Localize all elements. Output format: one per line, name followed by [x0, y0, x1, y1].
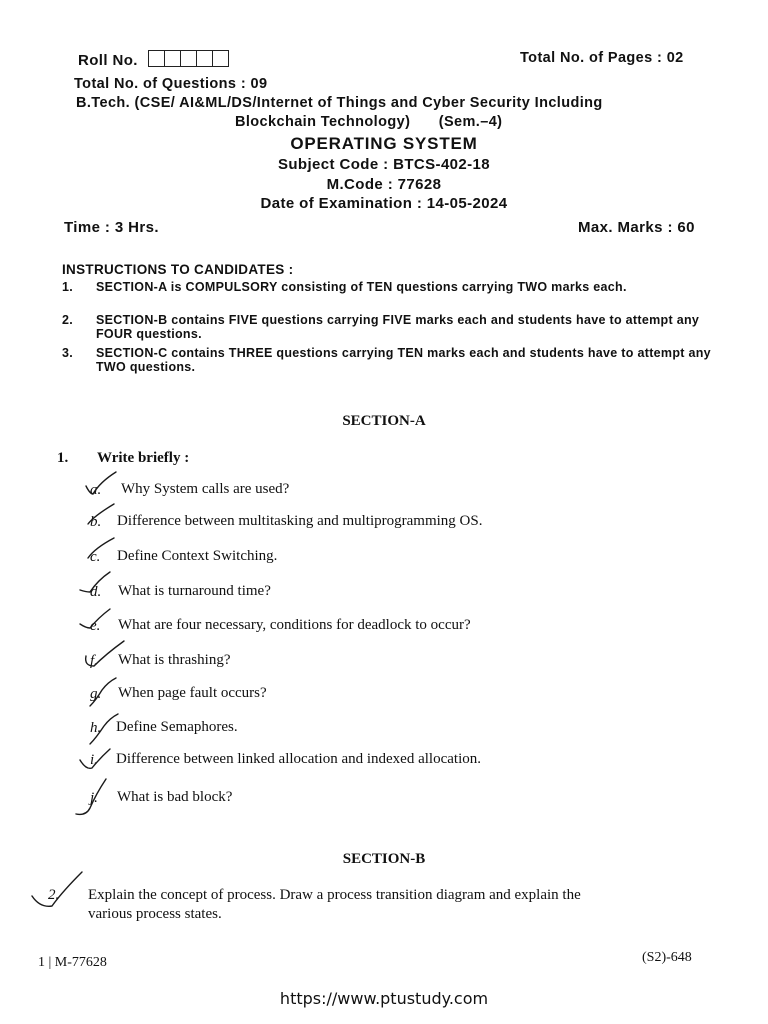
- question-item: [90, 719, 238, 737]
- question-1-number: 1.: [57, 450, 69, 466]
- question-marker: b.: [90, 514, 102, 530]
- check-mark-icon: [82, 502, 122, 532]
- m-code: M.Code : 77628: [326, 176, 442, 193]
- instruction-text: SECTION-A is COMPULSORY consisting of TEN questions carrying TWO marks each.: [96, 280, 627, 294]
- question-text: What is turnaround time?: [118, 583, 271, 599]
- question-item: [90, 548, 278, 566]
- check-mark-icon: [82, 536, 122, 566]
- question-item: [90, 481, 290, 499]
- exam-time: Time : 3 Hrs.: [64, 219, 159, 236]
- question-marker: e.: [90, 618, 101, 634]
- instruction-text: SECTION-C contains THREE questions carrying TEN marks each and students have to attempt any TWO questions.: [96, 346, 711, 374]
- instruction-number: 1.: [62, 280, 74, 294]
- roll-number-box[interactable]: [180, 50, 197, 67]
- check-mark-icon: [82, 470, 122, 500]
- question-text: Define Context Switching.: [117, 548, 278, 564]
- instruction-text: SECTION-B contains FIVE questions carrying FIVE marks each and students have to attempt any FOUR questions.: [96, 313, 700, 341]
- instructions-title: INSTRUCTIONS TO CANDIDATES :: [62, 262, 294, 277]
- question-marker: i.: [90, 752, 98, 768]
- question-item: [90, 513, 483, 531]
- question-item: [90, 685, 267, 703]
- footer-code: (S2)-648: [642, 950, 692, 965]
- question-item: [90, 751, 481, 769]
- question-2-number: 2.: [48, 887, 60, 903]
- question-text: Difference between multitasking and multiprogramming OS.: [117, 513, 483, 529]
- course-name-cont: Blockchain Technology): [235, 114, 411, 130]
- question-marker: j.: [90, 790, 98, 806]
- question-text: When page fault occurs?: [118, 685, 267, 701]
- question-item: [90, 652, 231, 670]
- roll-number-box[interactable]: [212, 50, 229, 67]
- subject-code: Subject Code : BTCS-402-18: [277, 156, 491, 173]
- course-line-2: [235, 114, 502, 130]
- footer-page-ref: 1 | M-77628: [38, 955, 107, 970]
- roll-number-box[interactable]: [196, 50, 213, 67]
- question-text: Why System calls are used?: [121, 481, 290, 497]
- question-marker: h.: [90, 720, 102, 736]
- question-item: [90, 789, 233, 807]
- question-2-text-line-1: Explain the concept of process. Draw a process transition diagram and explain the: [88, 887, 581, 903]
- section-b-title: SECTION-B: [342, 851, 426, 867]
- roll-number-label: [78, 50, 228, 71]
- footer-url[interactable]: https://www.ptustudy.com: [279, 989, 489, 1008]
- question-text: What are four necessary, conditions for deadlock to occur?: [118, 617, 471, 633]
- roll-number-box[interactable]: [148, 50, 165, 67]
- total-questions: Total No. of Questions : 09: [74, 76, 268, 92]
- question-marker: d.: [90, 584, 102, 600]
- max-marks: Max. Marks : 60: [578, 219, 695, 236]
- question-text: What is bad block?: [117, 789, 233, 805]
- subject-title: OPERATING SYSTEM: [290, 134, 478, 153]
- question-text: Define Semaphores.: [116, 719, 238, 735]
- exam-date: Date of Examination : 14-05-2024: [260, 195, 508, 212]
- section-a-title: SECTION-A: [342, 413, 426, 429]
- course-line-1: B.Tech. (CSE/ AI&ML/DS/Internet of Things and Cyber Security Including: [76, 95, 603, 111]
- question-text: What is thrashing?: [118, 652, 231, 668]
- instruction-number: 2.: [62, 313, 74, 327]
- semester: (Sem.–4): [438, 114, 503, 130]
- question-item: [90, 617, 471, 635]
- question-marker: f.: [90, 653, 98, 669]
- roll-number-boxes: [148, 50, 228, 71]
- question-text: Difference between linked allocation and indexed allocation.: [116, 751, 481, 767]
- question-1-title: Write briefly :: [97, 450, 190, 466]
- question-marker: a.: [90, 482, 102, 498]
- roll-number-box[interactable]: [164, 50, 181, 67]
- question-item: [90, 583, 271, 601]
- total-pages: Total No. of Pages : 02: [520, 50, 684, 66]
- question-marker: g.: [90, 686, 102, 702]
- instruction-number: 3.: [62, 346, 74, 360]
- roll-label-text: Roll No.: [78, 52, 138, 69]
- question-2-text-line-2: various process states.: [88, 906, 222, 922]
- question-marker: c.: [90, 549, 101, 565]
